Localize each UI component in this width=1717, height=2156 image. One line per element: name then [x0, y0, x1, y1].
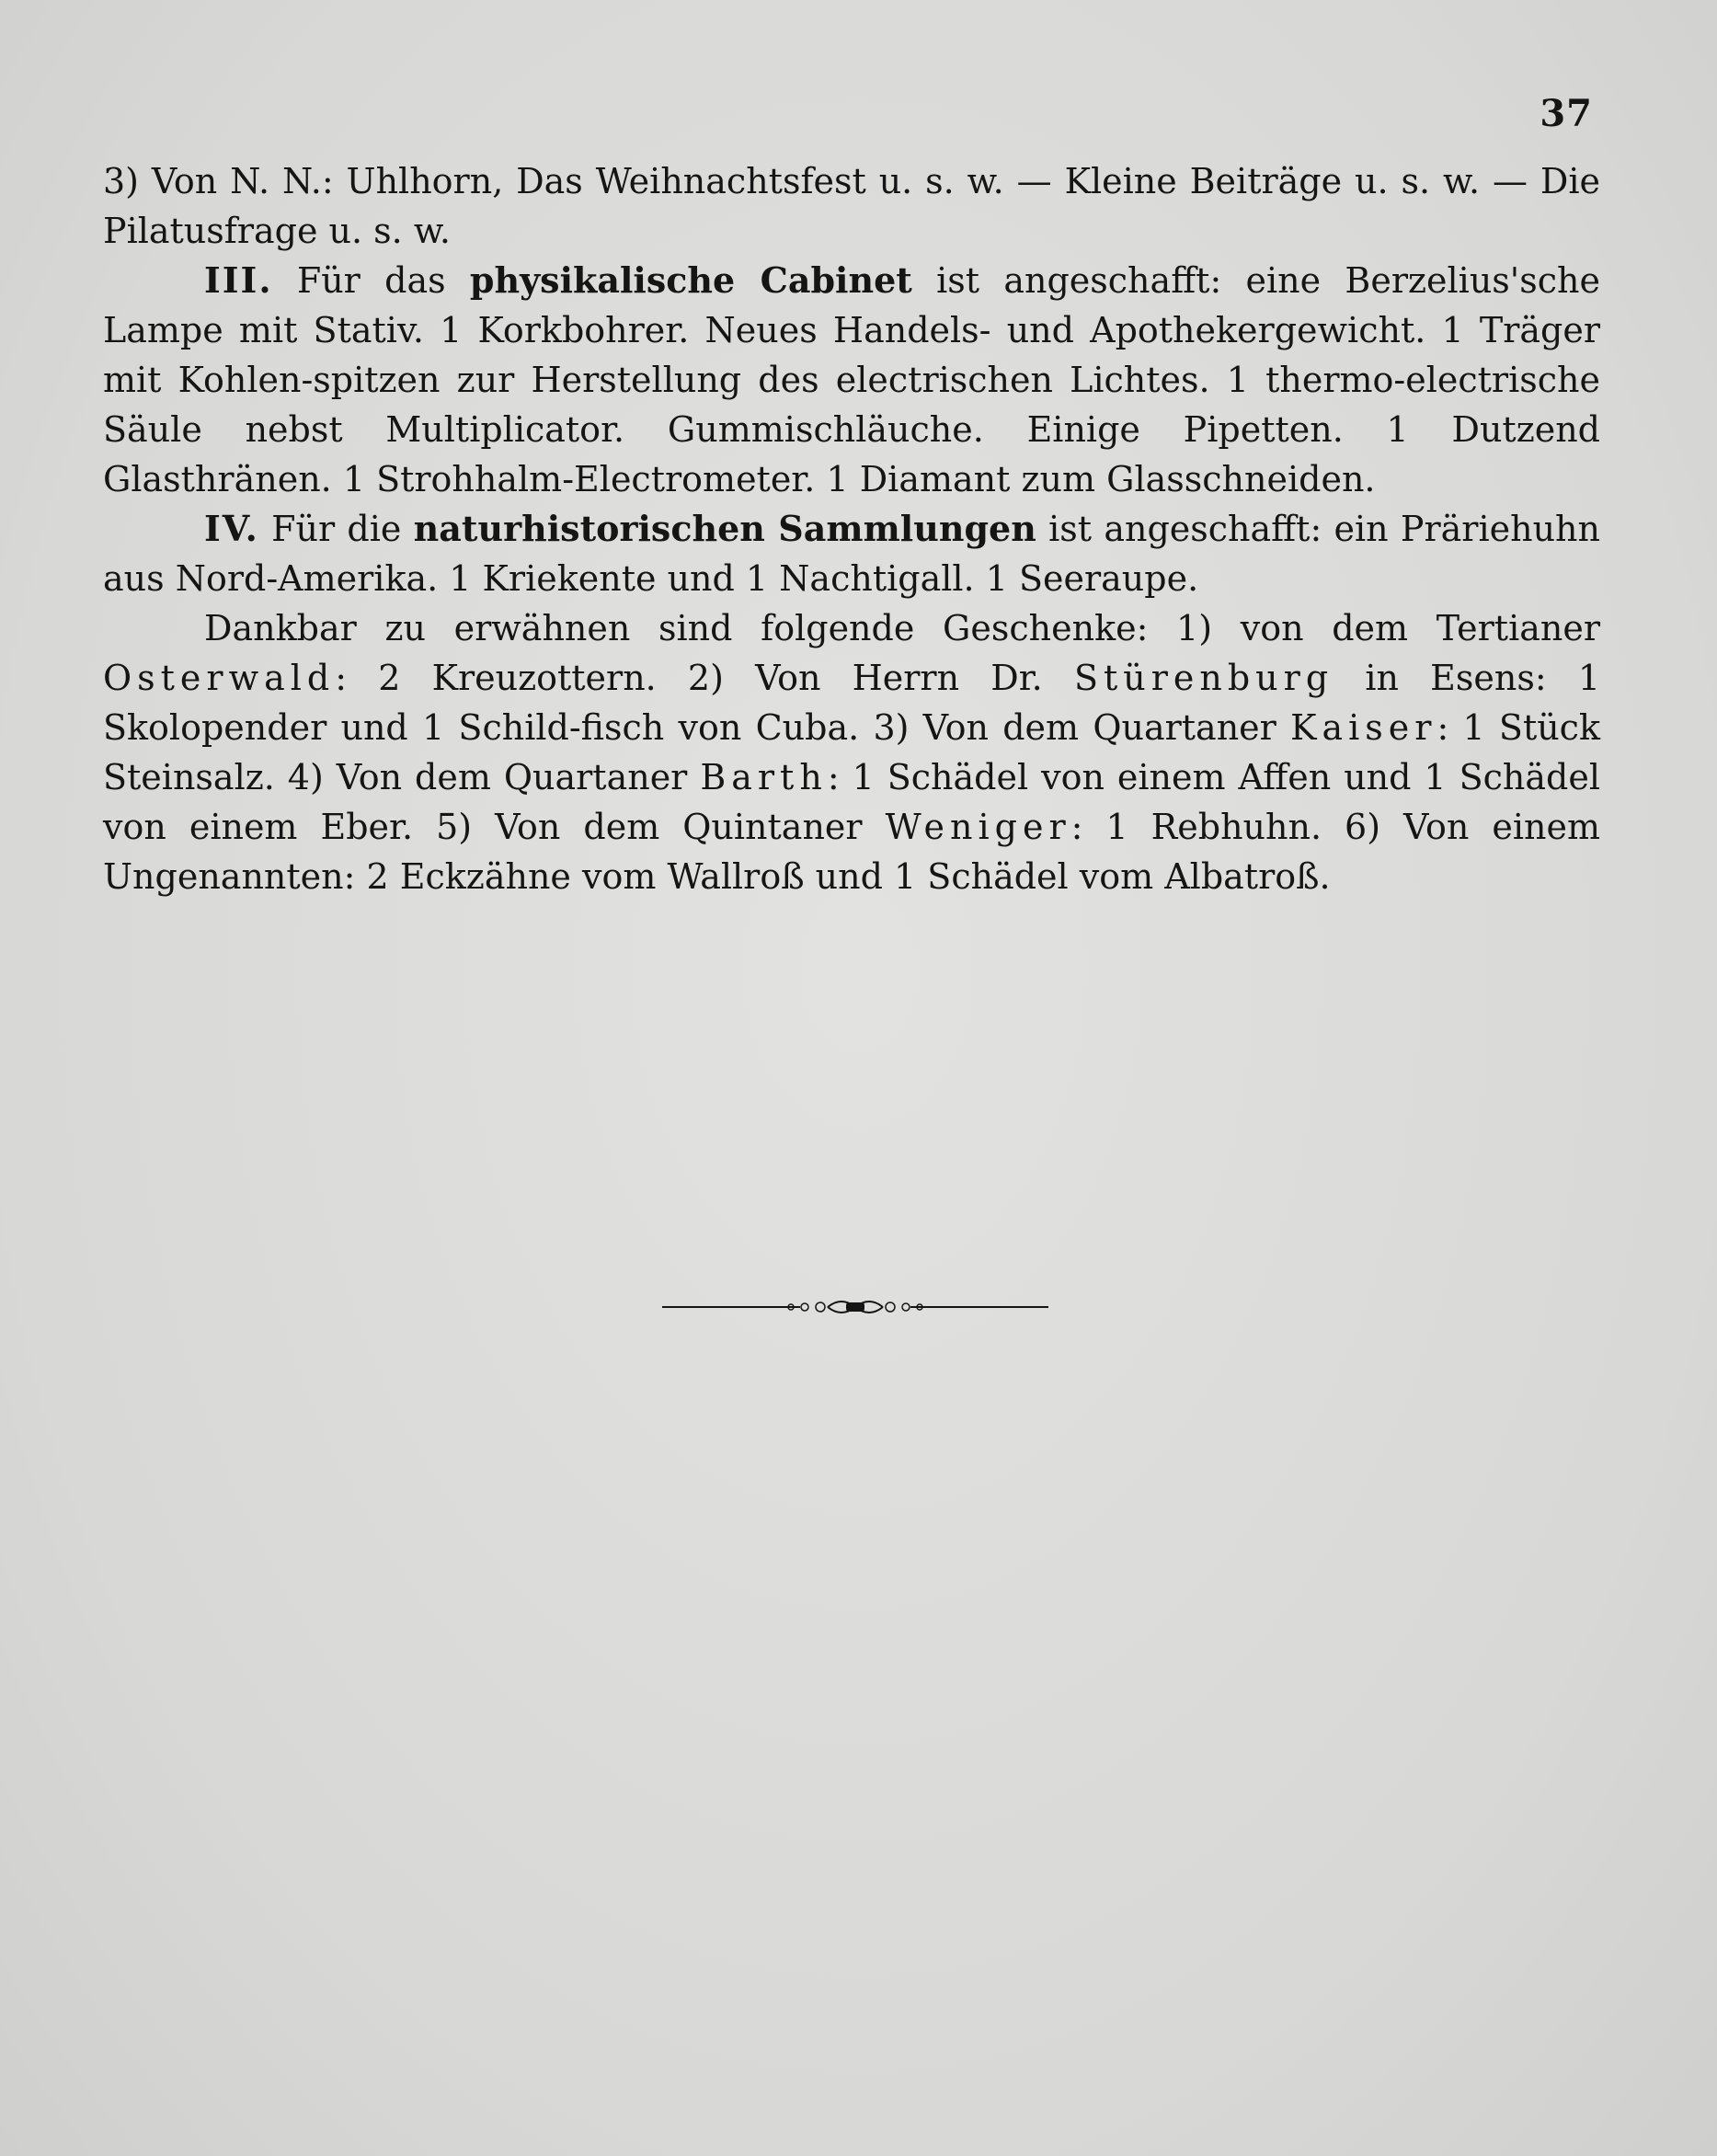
paragraph-text: ist angeschafft: ein Präriehuhn aus Nord-Amerika. 1 Kriekente und 1 Nachtigall. 1 Seeraupe. — [103, 509, 1600, 599]
donor-name: Stürenburg — [1073, 658, 1334, 698]
paragraph-lead: Für die — [258, 509, 414, 549]
paragraph-text: ist angeschafft: eine Berzelius'sche Lampe mit Stativ. 1 Korkbohrer. Neues Handels- und Apothekergewicht. 1 Träger mit Kohlen-spitzen zur Herstellung des electrischen Lichtes. 1 thermo-electrische Säule nebst Multiplicator. Gummischläuche. Einige Pipetten. 1 Dutzend Glasthränen. 1 Strohhalm-Electrometer. 1 Diamant zum Glasschneiden. — [103, 260, 1600, 499]
heading-natural-history: naturhistorischen Sammlungen — [413, 508, 1036, 549]
paragraph-physics-cabinet — [103, 256, 1600, 504]
paragraph-text: in Esens: 1 Skolopender und 1 Schild-fisch von Cuba. 3) Von dem Quartaner — [103, 658, 1601, 748]
paragraph-text: : 1 Rebhuhn. 6) Von einem Ungenannten: 2 Eckzähne vom Wallroß und 1 Schädel vom Albatroß. — [103, 807, 1601, 897]
donor-name: Kaiser — [1290, 707, 1437, 748]
paragraph-donations-books: 3) Von N. N.: Uhlhorn, Das Weihnachtsfest u. s. w. — Kleine Beiträge u. s. w. — Die Pilatusfrage u. s. w. — [103, 161, 1600, 251]
heading-physics-cabinet: physikalische Cabinet — [469, 259, 912, 301]
ornamental-divider — [662, 1293, 1048, 1321]
page-body — [103, 156, 1600, 901]
paragraph-text: : 1 Stück Steinsalz. 4) Von dem Quartaner — [103, 707, 1600, 797]
paragraph-gifts — [103, 603, 1600, 901]
paragraph-text: Dankbar zu erwähnen sind folgende Geschenke: 1) von dem Tertianer — [204, 608, 1600, 648]
page-number: 37 — [1540, 92, 1593, 135]
paragraph-text: : 2 Kreuzottern. 2) Von Herrn Dr. — [335, 658, 1074, 698]
donor-name: Osterwald — [103, 658, 336, 698]
section-numeral-iv: IV. — [204, 508, 259, 549]
paragraph-text: : 1 Schädel von einem Affen und 1 Schädel von einem Eber. 5) Von dem Quintaner — [103, 757, 1600, 847]
section-numeral-iii: III. — [204, 259, 273, 301]
donor-name: Weniger — [885, 807, 1071, 847]
paragraph-lead: Für das — [272, 260, 470, 301]
donor-name: Barth — [700, 757, 828, 797]
paragraph-natural-history — [103, 504, 1600, 603]
